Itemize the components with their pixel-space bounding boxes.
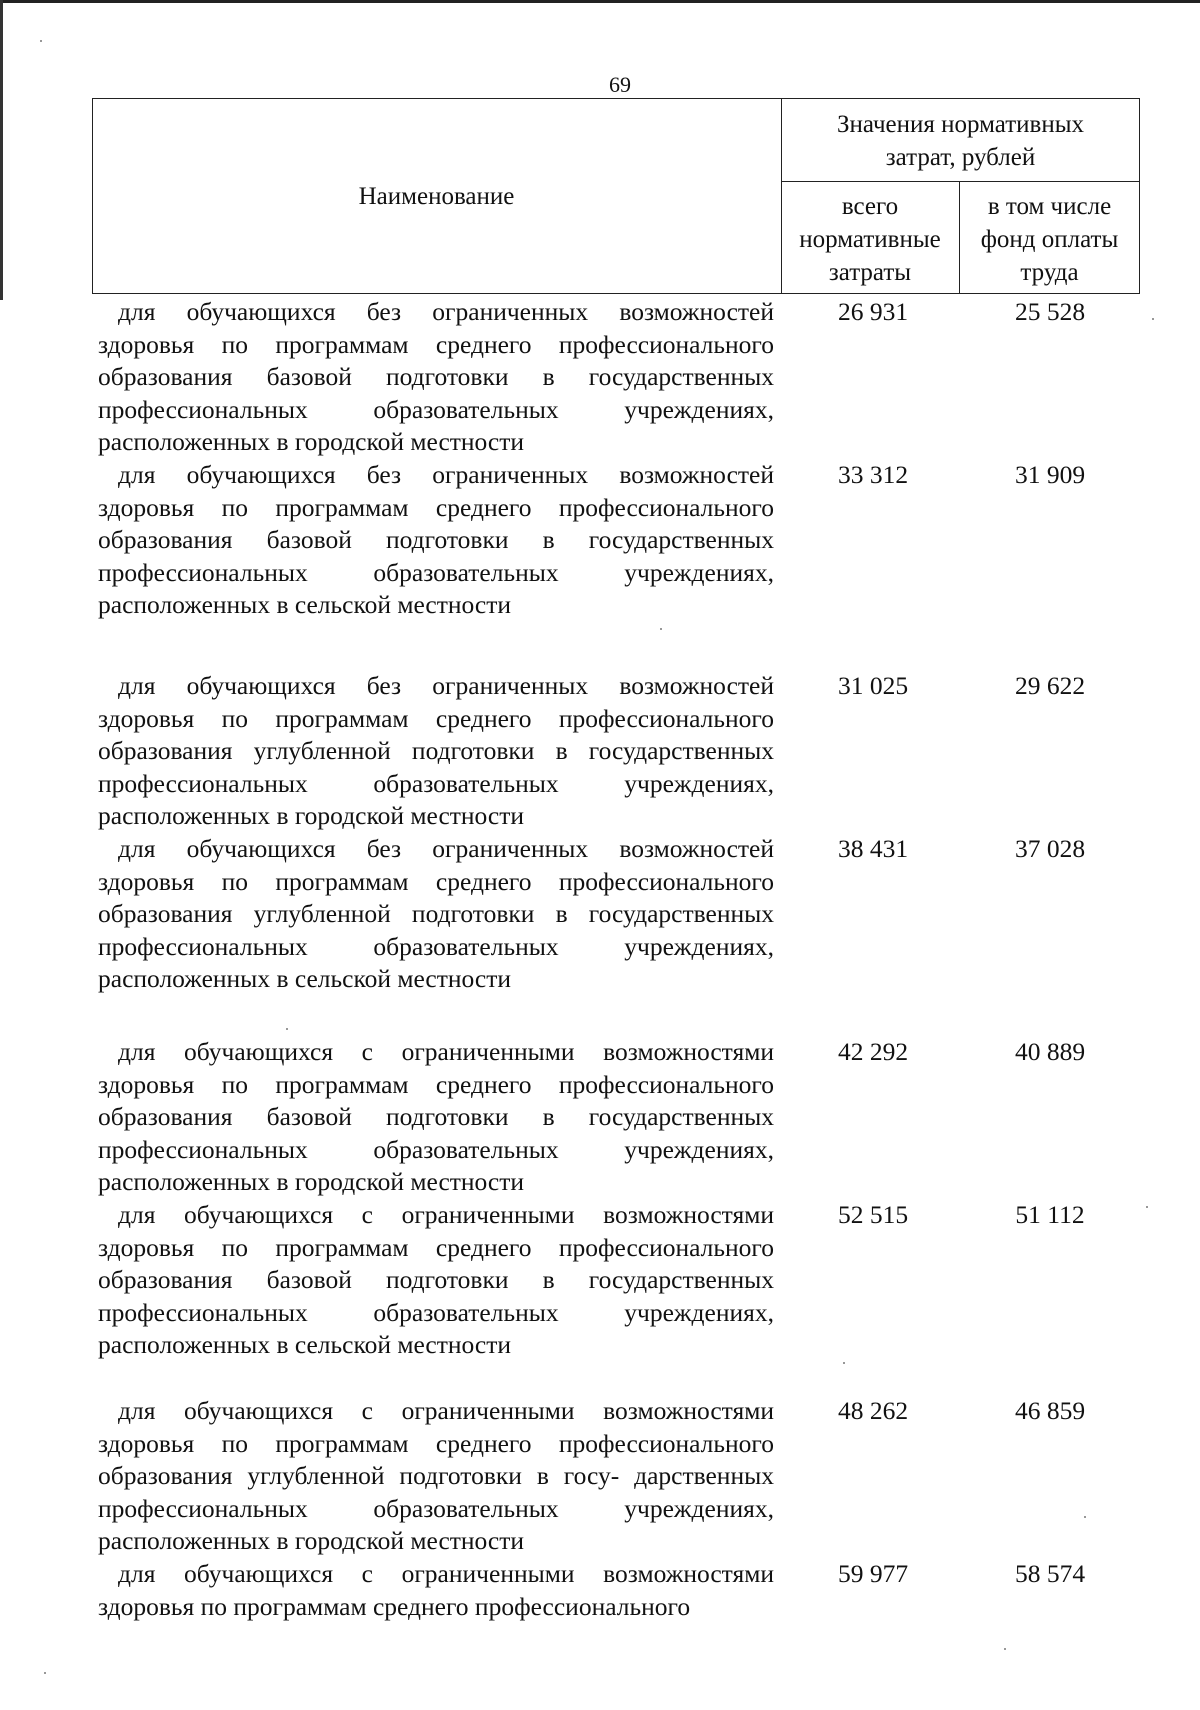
header-col-fot: [959, 190, 1140, 289]
header-values-line: Значения нормативных: [836, 111, 1085, 138]
row-text: для обучающихся с ограниченными возможностями здоровья по программам среднего профессионального: [98, 1559, 774, 1621]
row-payroll-fund: 37 028: [1014, 834, 1086, 863]
scan-speck: [660, 628, 662, 630]
scan-speck: [1004, 1648, 1006, 1650]
header-col-total-line: нормативные: [799, 226, 941, 253]
row-payroll-fund: 31 909: [1014, 460, 1086, 489]
scan-speck: [1146, 1206, 1148, 1208]
row-total-cost: 52 515: [837, 1200, 909, 1229]
row-total-cost: 38 431: [837, 834, 909, 863]
header-col-fot-line: фонд оплаты: [980, 226, 1119, 253]
row-payroll-fund: 25 528: [1014, 297, 1086, 326]
row-payroll-fund: 29 622: [1014, 671, 1086, 700]
scan-speck: [44, 1672, 46, 1674]
header-col-total-line: всего: [841, 193, 899, 220]
scan-speck: [1084, 1516, 1086, 1518]
row-total-cost: 26 931: [837, 297, 909, 326]
row-total-cost: 48 262: [837, 1396, 909, 1425]
scan-speck: [843, 1362, 845, 1364]
row-payroll-fund: 51 112: [1015, 1200, 1085, 1229]
header-values-group: [781, 108, 1140, 174]
scan-top-edge: [0, 0, 1200, 3]
row-text: для обучающихся с ограниченными возможностями здоровья по программам среднего профессионального образования базовой подготовки в государственных профессиональных образовательных учреждениях, расположенных в сельской местности: [98, 1200, 774, 1359]
row-description: [98, 833, 774, 996]
header-col-total-line: затраты: [828, 259, 912, 286]
header-col-total: [781, 190, 959, 289]
scan-left-edge: [0, 0, 3, 300]
row-description: [98, 459, 774, 622]
header-col-fot-line: в том числе: [987, 193, 1112, 220]
header-border-top: [92, 98, 1140, 99]
row-text: для обучающихся с ограниченными возможностями здоровья по программам среднего профессионального образования углубленной подготовки в госу- дарственных профессиональных образовательных учреждениях, расположенных в городской местности: [98, 1396, 774, 1555]
row-payroll-fund: 46 859: [1014, 1396, 1086, 1425]
row-text: для обучающихся без ограниченных возможностей здоровья по программам среднего профессионального образования базовой подготовки в государственных профессиональных образовательных учреждениях, расположенных в сельской местности: [98, 460, 774, 619]
header-values-line: затрат, рублей: [885, 144, 1036, 171]
scan-speck: [1152, 318, 1154, 320]
header-col-fot-line: труда: [1020, 259, 1079, 286]
row-text: для обучающихся без ограниченных возможностей здоровья по программам среднего профессионального образования углубленной подготовки в государственных профессиональных образовательных учреждениях, расположенных в городской местности: [98, 671, 774, 830]
header-name-column: Наименование: [358, 183, 515, 210]
row-description: [98, 1036, 774, 1199]
table-header: [92, 98, 1140, 294]
row-payroll-fund: 40 889: [1014, 1037, 1086, 1066]
row-description: [98, 296, 774, 459]
header-border-bottom: [92, 293, 1140, 294]
row-payroll-fund: 58 574: [1014, 1559, 1086, 1588]
page-number: 69: [609, 72, 631, 97]
row-description: [98, 1395, 774, 1558]
row-description: [98, 1199, 774, 1362]
scan-speck: [286, 1028, 288, 1030]
row-text: для обучающихся без ограниченных возможностей здоровья по программам среднего профессионального образования углубленной подготовки в государственных профессиональных образовательных учреждениях, расположенных в сельской местности: [98, 834, 774, 993]
row-total-cost: 42 292: [837, 1037, 909, 1066]
row-text: для обучающихся без ограниченных возможностей здоровья по программам среднего профессионального образования базовой подготовки в государственных профессиональных образовательных учреждениях, расположенных в городской местности: [98, 297, 774, 456]
row-total-cost: 59 977: [837, 1559, 909, 1588]
row-description: [98, 1558, 774, 1623]
scan-speck: [40, 40, 42, 42]
header-divider-group: [781, 181, 1140, 182]
row-total-cost: 33 312: [837, 460, 909, 489]
row-text: для обучающихся с ограниченными возможностями здоровья по программам среднего профессионального образования базовой подготовки в государственных профессиональных образовательных учреждениях, расположенных в городской местности: [98, 1037, 774, 1196]
row-total-cost: 31 025: [837, 671, 909, 700]
row-description: [98, 670, 774, 833]
